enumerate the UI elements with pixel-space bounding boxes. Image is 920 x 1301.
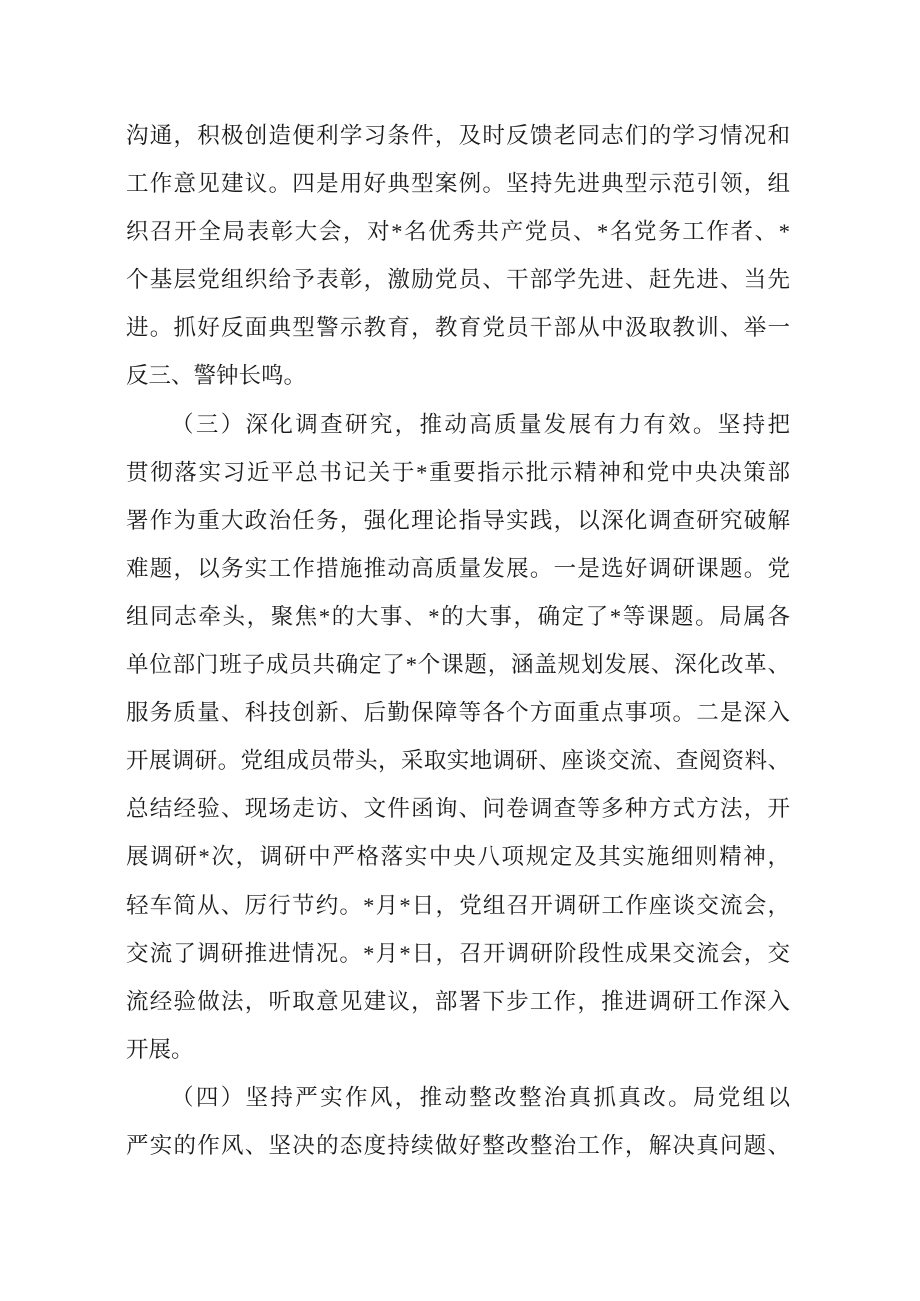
text-line: 署作为重大政治任务，强化理论指导实践，以深化调查研究破解: [126, 507, 790, 533]
text-line: 严实的作风、坚决的态度持续做好整改整治工作，解决真问题、: [126, 1132, 790, 1158]
text-line: 开展。: [126, 1036, 194, 1062]
paragraph-section-three: [126, 401, 790, 1074]
text-line: 组同志牵头，聚焦*的大事、*的大事，确定了*等课题。局属各: [126, 603, 790, 629]
text-line: 展调研*次，调研中严格落实中央八项规定及其实施细则精神，: [126, 844, 790, 870]
text-line: 轻车简从、厉行节约。*月*日，党组召开调研工作座谈交流会，: [126, 892, 790, 918]
text-line: 工作意见建议。四是用好典型案例。坚持先进典型示范引领，组: [126, 171, 790, 197]
text-line: 服务质量、科技创新、后勤保障等各个方面重点事项。二是深入: [126, 700, 790, 726]
text-line: 贯彻落实习近平总书记关于*重要指示批示精神和党中央决策部: [126, 459, 790, 485]
text-line-section-four-heading: （四）坚持严实作风，推动整改整治真抓真改。局党组以: [171, 1084, 790, 1110]
paragraph-continuation: [126, 112, 790, 401]
text-line: 单位部门班子成员共确定了*个课题，涵盖规划发展、深化改革、: [126, 652, 790, 678]
text-line: 个基层党组织给予表彰，激励党员、干部学先进、赶先进、当先: [126, 267, 790, 293]
paragraph-section-four: [126, 1074, 790, 1170]
text-line-section-three-heading: （三）深化调查研究，推动高质量发展有力有效。坚持把: [171, 411, 790, 437]
text-line: 沟通，积极创造便利学习条件，及时反馈老同志们的学习情况和: [126, 123, 790, 148]
text-line: 流经验做法，听取意见建议，部署下步工作，推进调研工作深入: [126, 988, 790, 1014]
text-line: 总结经验、现场走访、文件函询、问卷调查等多种方式方法，开: [126, 796, 790, 822]
text-line: 交流了调研推进情况。*月*日，召开调研阶段性成果交流会，交: [126, 940, 790, 966]
text-line: 开展调研。党组成员带头，采取实地调研、座谈交流、查阅资料、: [126, 748, 790, 774]
text-line: 难题，以务实工作措施推动高质量发展。一是选好调研课题。党: [126, 555, 790, 581]
text-line: 织召开全局表彰大会，对*名优秀共产党员、*名党务工作者、*: [126, 219, 790, 245]
text-line: 反三、警钟长鸣。: [126, 363, 307, 389]
text-block: [126, 112, 790, 1170]
text-line: 进。抓好反面典型警示教育，教育党员干部从中汲取教训、举一: [126, 315, 790, 341]
